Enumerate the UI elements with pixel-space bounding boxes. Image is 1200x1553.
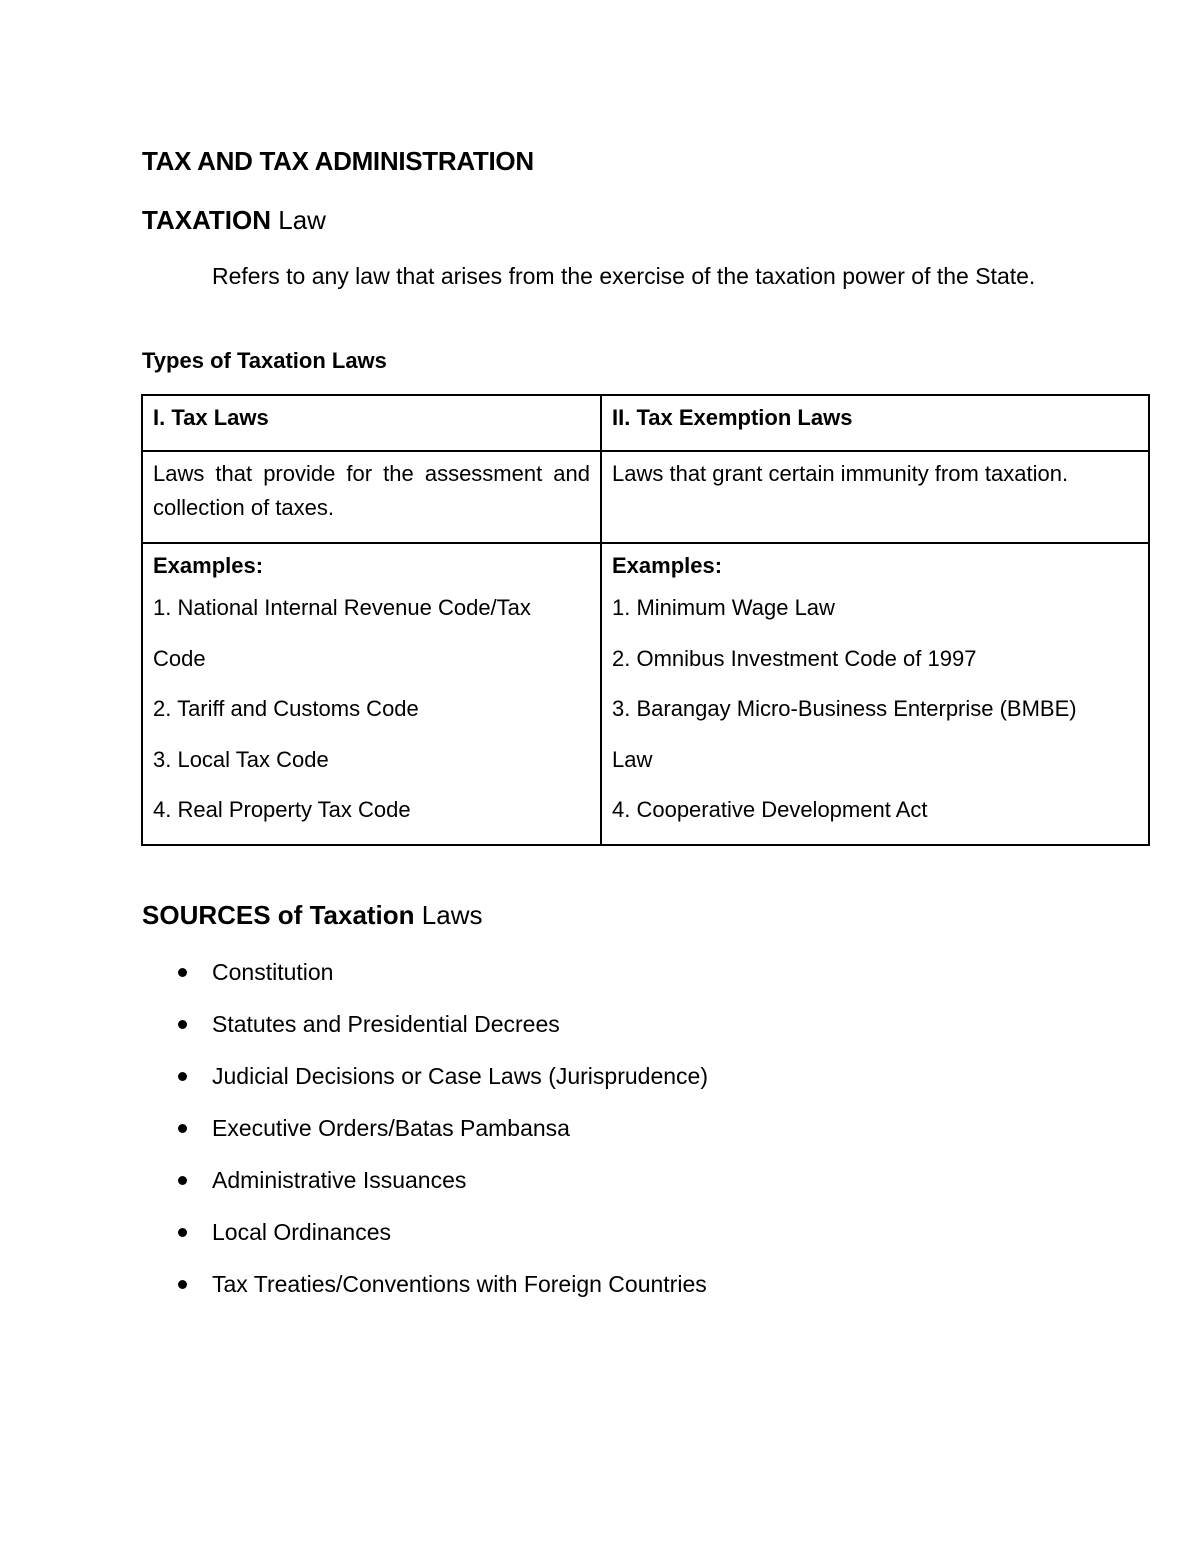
list-item: [142, 1267, 708, 1319]
taxation-law-heading-plain: Law: [278, 205, 326, 235]
bullet-icon: [178, 968, 187, 977]
list-item: [142, 1163, 708, 1215]
list-item-text: Constitution: [212, 959, 334, 985]
list-item-text: Executive Orders/Batas Pambansa: [212, 1115, 570, 1141]
bullet-icon: [178, 1228, 187, 1237]
types-heading: Types of Taxation Laws: [142, 348, 387, 373]
table-header-row: [142, 395, 1149, 451]
list-item-text: Judicial Decisions or Case Laws (Jurisprudence): [212, 1063, 708, 1089]
tax-exemption-laws-examples: [601, 543, 1149, 845]
sources-heading-bold: SOURCES of Taxation: [142, 900, 415, 930]
table-examples-row: [142, 543, 1149, 845]
example-line: 4. Real Property Tax Code: [153, 797, 411, 822]
tax-exemption-laws-description: Laws that grant certain immunity from taxation.: [601, 451, 1149, 543]
list-item-text: Tax Treaties/Conventions with Foreign Countries: [212, 1271, 707, 1297]
list-item-text: Administrative Issuances: [212, 1167, 467, 1193]
table-description-row: [142, 451, 1149, 543]
document-title: TAX AND TAX ADMINISTRATION: [142, 146, 534, 176]
list-item: [142, 955, 708, 1007]
example-line: 2. Tariff and Customs Code: [153, 696, 419, 721]
list-item: [142, 1059, 708, 1111]
bullet-icon: [178, 1176, 187, 1185]
types-table: [141, 394, 1150, 846]
tax-laws-header: I. Tax Laws: [142, 395, 601, 451]
examples-label: Examples:: [612, 553, 723, 578]
tax-laws-description: Laws that provide for the assessment and collection of taxes.: [142, 451, 601, 543]
list-item: [142, 1215, 708, 1267]
example-line: 1. National Internal Revenue Code/Tax: [153, 595, 531, 620]
example-line: 4. Cooperative Development Act: [612, 797, 928, 822]
bullet-icon: [178, 1020, 187, 1029]
tax-exemption-laws-header: II. Tax Exemption Laws: [601, 395, 1149, 451]
example-line: 1. Minimum Wage Law: [612, 595, 835, 620]
sources-heading-plain: Laws: [421, 900, 483, 930]
examples-label: Examples:: [153, 553, 264, 578]
example-line: 2. Omnibus Investment Code of 1997: [612, 645, 977, 671]
bullet-icon: [178, 1280, 187, 1289]
list-item-text: Statutes and Presidential Decrees: [212, 1011, 560, 1037]
sources-list: [142, 955, 708, 1319]
bullet-icon: [178, 1072, 187, 1081]
example-line: 3. Barangay Micro-Business Enterprise (BMBE): [612, 696, 1077, 721]
example-line: Law: [612, 746, 653, 772]
example-line: 3. Local Tax Code: [153, 746, 329, 772]
taxation-law-heading: [142, 205, 326, 236]
taxation-law-definition: Refers to any law that arises from the exercise of the taxation power of the State.: [212, 263, 1036, 289]
taxation-law-heading-bold: TAXATION: [142, 205, 272, 235]
bullet-icon: [178, 1124, 187, 1133]
sources-heading: [142, 900, 482, 931]
list-item: [142, 1111, 708, 1163]
tax-laws-examples: [142, 543, 601, 845]
list-item-text: Local Ordinances: [212, 1219, 391, 1245]
example-line: Code: [153, 645, 206, 671]
list-item: [142, 1007, 708, 1059]
